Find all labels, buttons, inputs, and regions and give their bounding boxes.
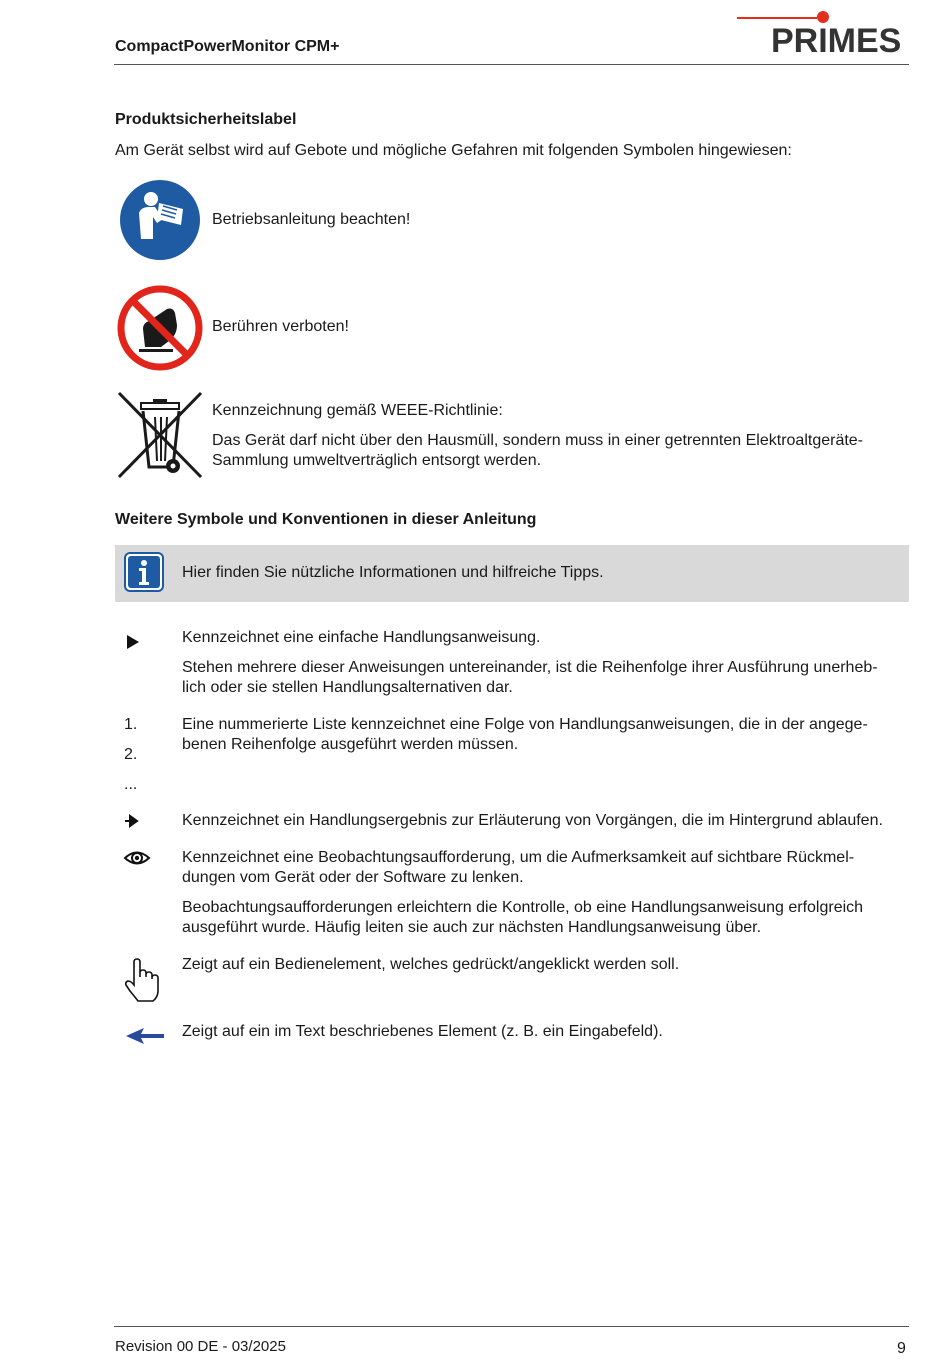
label-no-touch: Berühren verboten! [212, 318, 349, 335]
numbered-text-line1: Eine nummerierte Liste kennzeichnet eine Folge von Handlungsanweisungen, die in der angege- [182, 716, 868, 733]
step-text: Kennzeichnet eine einfache Handlungsanweisung. [182, 629, 541, 646]
label-weee-line2: Sammlung umweltverträglich entsorgt werden. [212, 452, 542, 469]
numbered-marker-2: 2. [124, 746, 138, 763]
page-number: 9 [897, 1340, 906, 1357]
pointer-arrow-icon [126, 1028, 166, 1044]
numbered-text-line2: benen Reihenfolge ausgeführt werden müssen. [182, 736, 519, 753]
label-weee-title: Kennzeichnung gemäß WEEE-Richtlinie: [212, 402, 503, 419]
info-icon [124, 552, 164, 592]
result-arrow-icon [124, 814, 140, 828]
step-detail-line2: lich oder sie stellen Handlungsalternativen dar. [182, 679, 513, 696]
logo-line [737, 17, 817, 19]
document-title: CompactPowerMonitor CPM+ [115, 38, 340, 55]
triangle-right-icon [126, 634, 140, 650]
observe-line1: Kennzeichnet eine Beobachtungsaufforderung, um die Aufmerksamkeit auf sichtbare Rückmel- [182, 849, 855, 866]
label-read-manual: Betriebsanleitung beachten! [212, 211, 411, 228]
section-intro: Am Gerät selbst wird auf Gebote und mögliche Gefahren mit folgenden Symbolen hingewiesen: [115, 142, 792, 159]
result-text: Kennzeichnet ein Handlungsergebnis zur Erläuterung von Vorgängen, die im Hintergrund ablaufen. [182, 812, 883, 829]
section-heading-symbols: Weitere Symbole und Konventionen in dieser Anleitung [115, 511, 537, 528]
label-weee-line1: Das Gerät darf nicht über den Hausmüll, sondern muss in einer getrennten Elektroaltgeräte- [212, 432, 864, 449]
primes-logo [735, 8, 910, 58]
eye-icon [123, 848, 151, 868]
hand-cursor-icon [124, 957, 160, 1003]
step-detail-line1: Stehen mehrere dieser Anweisungen untereinander, ist die Reihenfolge ihrer Ausführung unerheb- [182, 659, 878, 676]
no-touch-icon [117, 285, 203, 371]
section-heading-product-safety: Produktsicherheitslabel [115, 111, 297, 128]
footer-divider [114, 1326, 909, 1327]
info-box-text: Hier finden Sie nützliche Informationen und hilfreiche Tipps. [182, 564, 604, 581]
numbered-marker-1: 1. [124, 716, 138, 733]
header-divider [114, 64, 909, 65]
numbered-marker-ellipsis: ... [124, 776, 138, 793]
observe-line4: ausgeführt wurde. Häufig leiten sie auch zur nächsten Handlungsanweisung über. [182, 919, 762, 936]
click-text: Zeigt auf ein Bedienelement, welches gedrückt/angeklickt werden soll. [182, 956, 680, 973]
logo-text: PRIMES [771, 22, 902, 60]
info-box [115, 545, 909, 602]
pointer-text: Zeigt auf ein im Text beschriebenes Element (z. B. ein Eingabefeld). [182, 1023, 663, 1040]
revision-label: Revision 00 DE - 03/2025 [115, 1338, 286, 1355]
read-manual-icon [119, 179, 201, 261]
weee-bin-icon [115, 391, 205, 481]
observe-line3: Beobachtungsaufforderungen erleichtern die Kontrolle, ob eine Handlungsanweisung erfolgreich [182, 899, 864, 916]
observe-line2: dungen vom Gerät oder der Software zu lenken. [182, 869, 524, 886]
